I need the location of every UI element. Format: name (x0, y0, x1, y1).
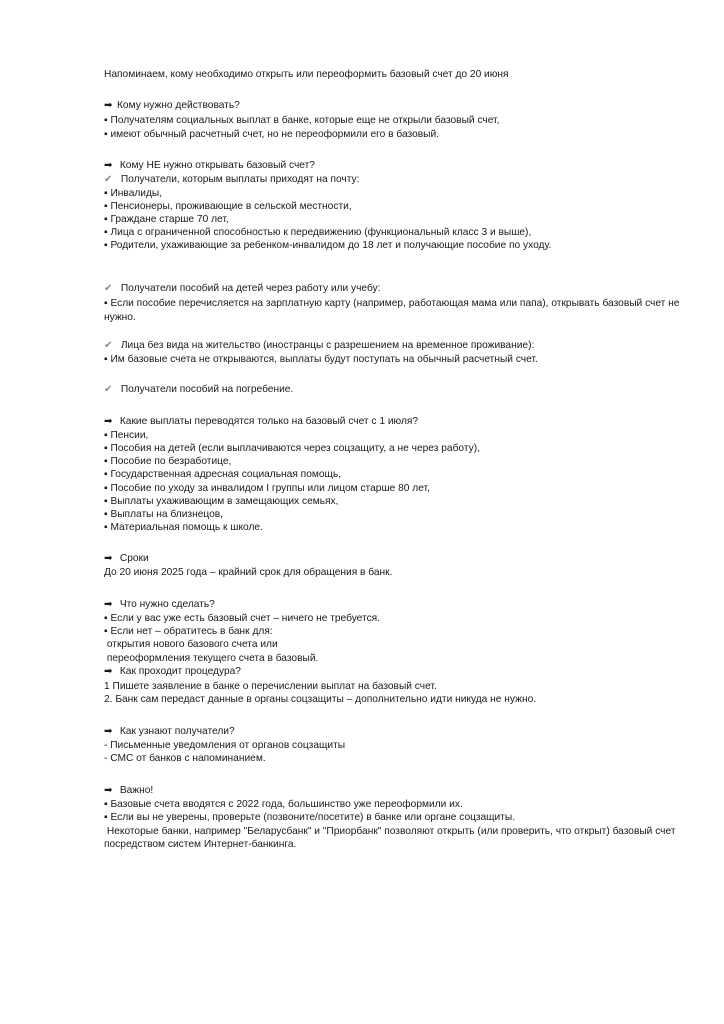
list-item: ▪ Пенсионеры, проживающие в сельской местности, (104, 201, 352, 212)
list-item: ▪ имеют обычный расчетный счет, но не переоформили его в базовый. (104, 129, 440, 140)
list-item: ▪ Граждане старше 70 лет, (104, 214, 229, 225)
deadline-text: До 20 июня 2025 года – крайний срок для обращения в банк. (104, 567, 393, 578)
section-no-need-heading: ➡ Кому НЕ нужно открывать базовый счет? (104, 160, 315, 171)
list-item: ▪ Если вы не уверены, проверьте (позвоните/посетите) в банке или органе соцзащиты. (104, 812, 516, 823)
check-mark-icon: ✔ (104, 340, 113, 351)
list-item: ▪ Материальная помощь к школе. (104, 522, 263, 533)
section-deadline-heading: ➡ Сроки (104, 553, 149, 564)
procedure-step: 1 Пишете заявление в банке о перечислении выплат на базовый счет. (104, 681, 437, 692)
important-note: Некоторые банки, например "Беларусбанк" и "Приорбанк" позволяют открыть (или проверить, что открыт) базовый счет посредством систем Интернет-банкинга. (104, 826, 679, 850)
list-item: ▪ Если нет – обратитесь в банк для: (104, 626, 273, 637)
list-item: открытия нового базового счета или (104, 639, 278, 650)
list-item: ▪ Родители, ухаживающие за ребенком-инвалидом до 18 лет и получающие пособие по уходу. (104, 240, 552, 251)
document-title: Напоминаем, кому необходимо открыть или переоформить базовый счет до 20 июня (104, 69, 509, 80)
work-study-heading: ✔ Получатели пособий на детей через работу или учебу: (104, 283, 381, 294)
procedure-heading: ➡ Как проходит процедура? (104, 666, 241, 677)
list-item: ▪ Выплаты на близнецов, (104, 509, 224, 520)
procedure-step: 2. Банк сам передаст данные в органы соцзащиты – дополнительно идти никуда не нужно. (104, 694, 537, 705)
section-payments-heading: ➡ Какие выплаты переводятся только на базовый счет с 1 июля? (104, 416, 419, 427)
list-item: ▪ Получателям социальных выплат в банке, которые еще не открыли базовый счет, (104, 115, 500, 126)
list-item: ▪ Инвалиды, (104, 188, 163, 199)
mail-recipients-heading: ✔ Получатели, которым выплаты приходят на почту: (104, 174, 360, 185)
arrow-icon: ➡ (104, 666, 113, 677)
arrow-icon: ➡ (104, 599, 113, 610)
section-todo-heading: ➡ Что нужно сделать? (104, 599, 215, 610)
list-item: ▪ Пособие по уходу за инвалидом I группы или лицом старше 80 лет, (104, 483, 430, 494)
list-item: ▪ Им базовые счета не открываются, выплаты будут поступать на обычный расчетный счет. (104, 354, 538, 365)
list-item: - Письменные уведомления от органов соцзащиты (104, 740, 346, 751)
section-who-act-heading: ➡ Кому нужно действовать? (104, 100, 240, 111)
list-item: ▪ Государственная адресная социальная помощь, (104, 469, 342, 480)
check-mark-icon: ✔ (104, 384, 113, 395)
list-item: ▪ Пособие по безработице, (104, 456, 232, 467)
list-item: ▪ Пособия на детей (если выплачиваются через соцзащиту, а не через работу), (104, 443, 480, 454)
list-item: ▪ Если пособие перечисляется на зарплатную карту (например, работающая мама или папа), открывать базовый счет не нужно. (104, 298, 680, 323)
section-important-heading: ➡ Важно! (104, 785, 154, 796)
list-item: ▪ Если у вас уже есть базовый счет – ничего не требуется. (104, 613, 381, 624)
section-notify-heading: ➡ Как узнают получатели? (104, 726, 235, 737)
arrow-icon: ➡ (104, 726, 113, 737)
arrow-icon: ➡ (104, 416, 113, 427)
arrow-icon: ➡ (104, 785, 113, 796)
check-mark-icon: ✔ (104, 174, 113, 185)
list-item: ▪ Выплаты ухаживающим в замещающих семьях, (104, 496, 339, 507)
list-item: ▪ Лица с ограниченной способностью к передвижению (функциональный класс 3 и выше), (104, 227, 532, 238)
foreigners-heading: ✔ Лица без вида на жительство (иностранцы с разрешением на временное проживание): (104, 340, 535, 351)
list-item: - СМС от банков с напоминанием. (104, 753, 266, 764)
arrow-icon: ➡ (104, 553, 113, 564)
list-item: ▪ Базовые счета вводятся с 2022 года, большинство уже переоформили их. (104, 799, 463, 810)
list-item: ▪ Пенсии, (104, 430, 149, 441)
check-mark-icon: ✔ (104, 283, 113, 294)
arrow-icon: ➡ (104, 100, 113, 111)
list-item: переоформления текущего счета в базовый. (104, 653, 319, 664)
burial-heading: ✔ Получатели пособий на погребение. (104, 384, 294, 395)
arrow-icon: ➡ (104, 160, 113, 171)
